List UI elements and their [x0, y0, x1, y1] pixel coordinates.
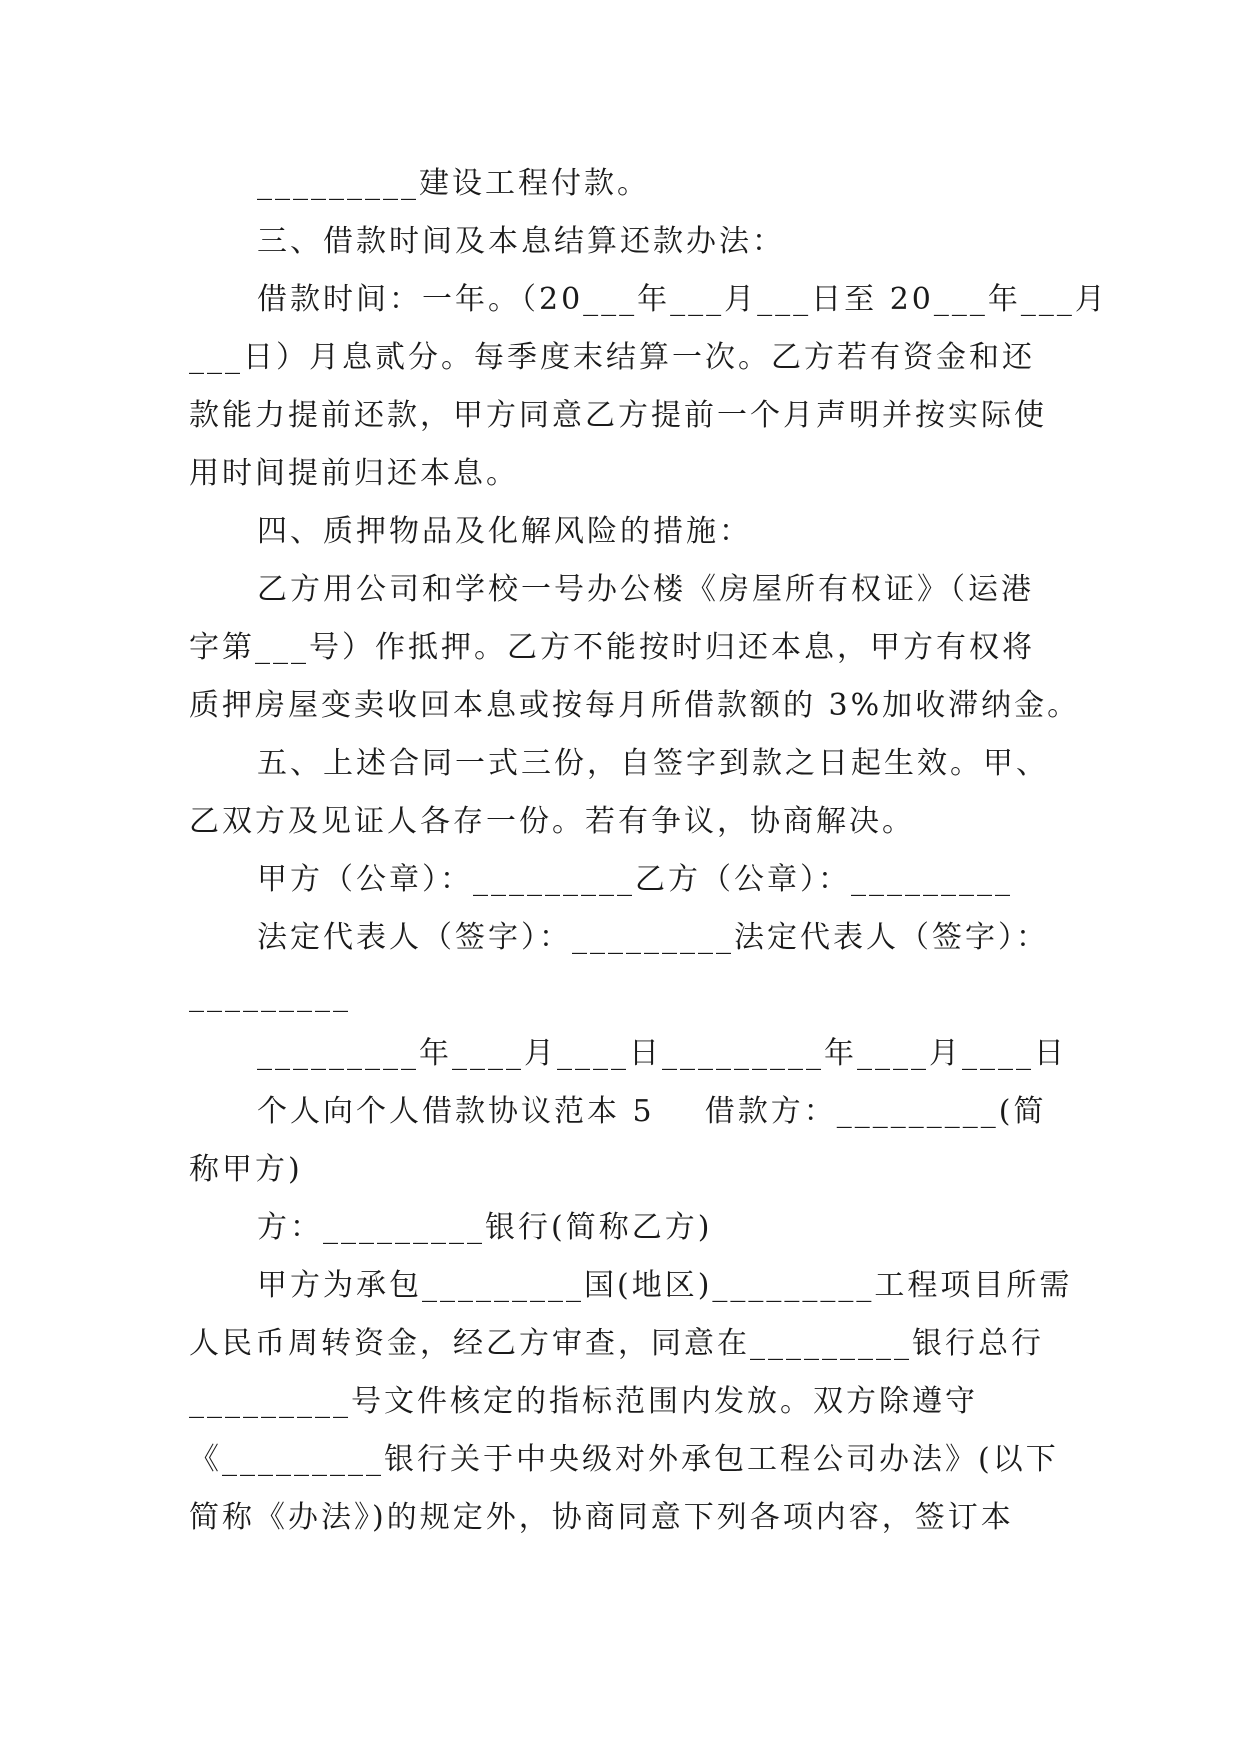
paragraph-line: 乙双方及见证人各存一份。若有争议，协商解决。 — [189, 804, 915, 839]
paragraph-line: 人民币周转资金，经乙方审查，同意在_________银行总行 — [189, 1326, 1044, 1361]
paragraph-line: 款能力提前还款，甲方同意乙方提前一个月声明并按实际使 — [189, 398, 1047, 433]
paragraph-line: 借款时间：一年。（20___年___月___日至 20___年___月 — [257, 282, 1108, 317]
paragraph-line: 五、上述合同一式三份，自签字到款之日起生效。甲、 — [257, 746, 1049, 781]
paragraph-line: _________号文件核定的指标范围内发放。双方除遵守 — [189, 1384, 978, 1419]
paragraph-line: 乙方用公司和学校一号办公楼《房屋所有权证》（运港 — [257, 572, 1034, 607]
paragraph-line: _________建设工程付款。 — [257, 166, 650, 201]
section-heading: 四、质押物品及化解风险的措施： — [257, 514, 752, 549]
signature-line: 甲方（公章）：_________乙方（公章）：_________ — [257, 862, 1013, 897]
paragraph-line: 《_________银行关于中央级对外承包工程公司办法》(以下 — [189, 1442, 1059, 1477]
signature-line: 法定代表人（签字）：_________法定代表人（签字）： — [257, 920, 1049, 955]
paragraph-line: 甲方为承包_________国(地区)_________工程项目所需 — [257, 1268, 1073, 1303]
agreement-title-line: 个人向个人借款协议范本 5 借款方：_________(简 — [257, 1094, 1047, 1129]
paragraph-line: 简称《办法》)的规定外，协商同意下列各项内容，签订本 — [189, 1500, 1014, 1535]
document-page — [189, 155, 1108, 1547]
section-heading: 三、借款时间及本息结算还款办法： — [257, 224, 785, 259]
paragraph-line: 称甲方) — [189, 1152, 303, 1187]
signature-blank: _________ — [189, 978, 351, 1013]
paragraph-line: ___日）月息贰分。每季度末结算一次。乙方若有资金和还 — [189, 340, 1035, 375]
date-line: _________年____月____日_________年____月____日 — [257, 1036, 1067, 1071]
paragraph-line: 字第___号）作抵押。乙方不能按时归还本息，甲方有权将 — [189, 630, 1035, 665]
paragraph-line: 质押房屋变卖收回本息或按每月所借款额的 3%加收滞纳金。 — [189, 688, 1081, 723]
paragraph-line: 用时间提前归还本息。 — [189, 456, 519, 491]
paragraph-line: 方：_________银行(简称乙方) — [257, 1210, 713, 1245]
